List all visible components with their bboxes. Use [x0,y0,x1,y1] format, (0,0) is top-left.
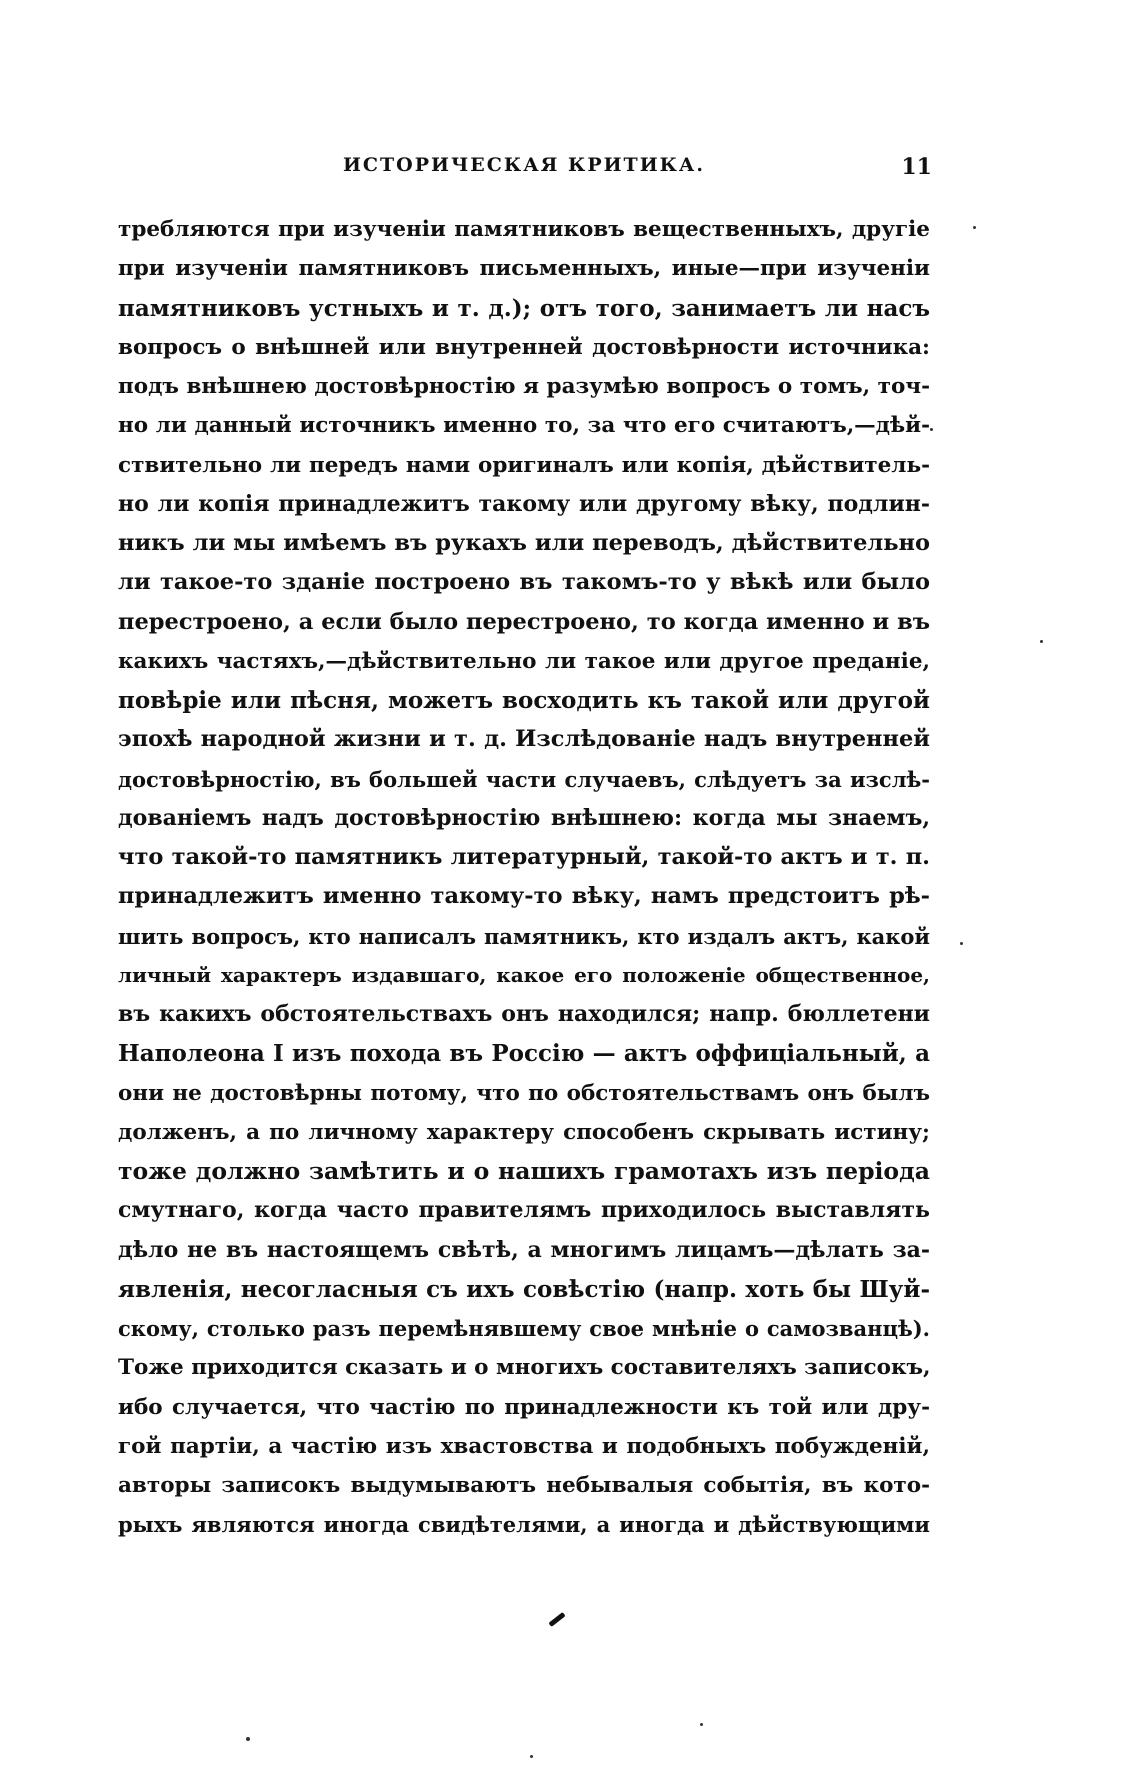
text-line: они не достовѣрны потому, что по обстоятельствамъ онъ былъ [118,1080,930,1106]
text-line: смутнаго, когда часто правителямъ приходилось выставлять [118,1197,930,1224]
scan-speck [700,1723,703,1726]
text-line: но ли данный источникъ именно то, за что его считаютъ,—дѣй- [118,413,930,439]
scan-speck [930,428,933,431]
body-text [118,210,930,1545]
running-head [118,154,930,184]
text-line: повѣріе или пѣсня, можетъ восходить къ такой или другой [118,687,930,714]
text-line: памятниковъ устныхъ и т. д.); отъ того, занимаетъ ли насъ [118,294,930,322]
text-line: требляются при изученіи памятниковъ вещественныхъ, другіе [118,217,930,242]
text-line: ибо случается, что частію по принадлежности къ той или дру- [118,1394,930,1420]
text-line: долженъ, а по личному характеру способенъ скрывать истину; [118,1119,930,1145]
text-line: авторы записокъ выдумываютъ небывалыя событія, въ кото- [118,1473,930,1498]
text-line: Тоже приходится сказать и о многихъ составителяхъ записокъ, [118,1355,931,1381]
scan-speck [530,1755,533,1758]
text-line: личный характеръ издавшаго, какое его положеніе общественное, [118,962,930,987]
scan-speck [960,942,963,945]
text-line: гой партіи, а частію изъ хвастовства и подобныхъ побужденій, [118,1433,930,1459]
text-line: явленія, несогласныя съ ихъ совѣстію (напр. хоть бы Шуй- [118,1275,930,1303]
running-head-title: ИСТОРИЧЕСКАЯ КРИТИКА. [342,154,706,176]
text-line: вопросъ о внѣшней или внутренней достовѣрности источника: [118,334,930,360]
text-line: дѣло не въ настоящемъ свѣтѣ, а многимъ лицамъ—дѣлать за- [118,1236,930,1263]
text-line: что такой-то памятникъ литературный, такой-то актъ и т. п. [118,844,930,870]
scan-speck [973,226,976,229]
text-line: никъ ли мы имѣемъ въ рукахъ или переводъ, дѣйствительно [118,530,930,556]
text-line: при изученіи памятниковъ письменныхъ, иные—при изученіи [118,256,930,282]
text-line: достовѣрностію, въ большей части случаевъ, слѣдуетъ за изслѣ- [118,766,930,792]
text-line: ствительно ли передъ нами оригиналъ или копія, дѣйствитель- [118,452,930,478]
page-number: 11 [901,154,932,180]
scan-speck [1040,640,1043,643]
text-line: принадлежитъ именно такому-то вѣку, намъ предстоитъ рѣ- [118,883,930,910]
text-line: тоже должно замѣтить и о нашихъ грамотахъ изъ періода [118,1157,930,1185]
text-line: Наполеона I изъ похода въ Россію — актъ оффиціальный, а [118,1040,930,1068]
text-line: эпохѣ народной жизни и т. д. Изслѣдованіе надъ внутренней [118,726,930,753]
text-line: перестроено, а если было перестроено, то когда именно и въ [118,608,930,635]
text-line: но ли копія принадлежитъ такому или другому вѣку, подлин- [118,490,930,517]
text-line: скому, столько разъ перемѣнявшему свое мнѣніе о самозванцѣ). [118,1316,930,1341]
ink-mark [548,1612,565,1627]
scan-speck [246,1737,250,1741]
text-line: какихъ частяхъ,—дѣйствительно ли такое или другое преданіе, [118,648,930,674]
text-line: ли такое-то зданіе построено въ такомъ-то у вѣкѣ или было [118,569,930,596]
text-line: рыхъ являются иногда свидѣтелями, а иногда и дѣйствующими [118,1512,930,1538]
text-line: подъ внѣшнею достовѣрностію я разумѣю вопросъ о томъ, точ- [118,374,930,399]
text-line: въ какихъ обстоятельствахъ онъ находился; напр. бюллетени [118,1001,930,1027]
text-line: шить вопросъ, кто написалъ памятникъ, кто издалъ актъ, какой [118,923,930,949]
text-line: дованіемъ надъ достовѣрностію внѣшнею: когда мы знаемъ, [118,804,930,831]
